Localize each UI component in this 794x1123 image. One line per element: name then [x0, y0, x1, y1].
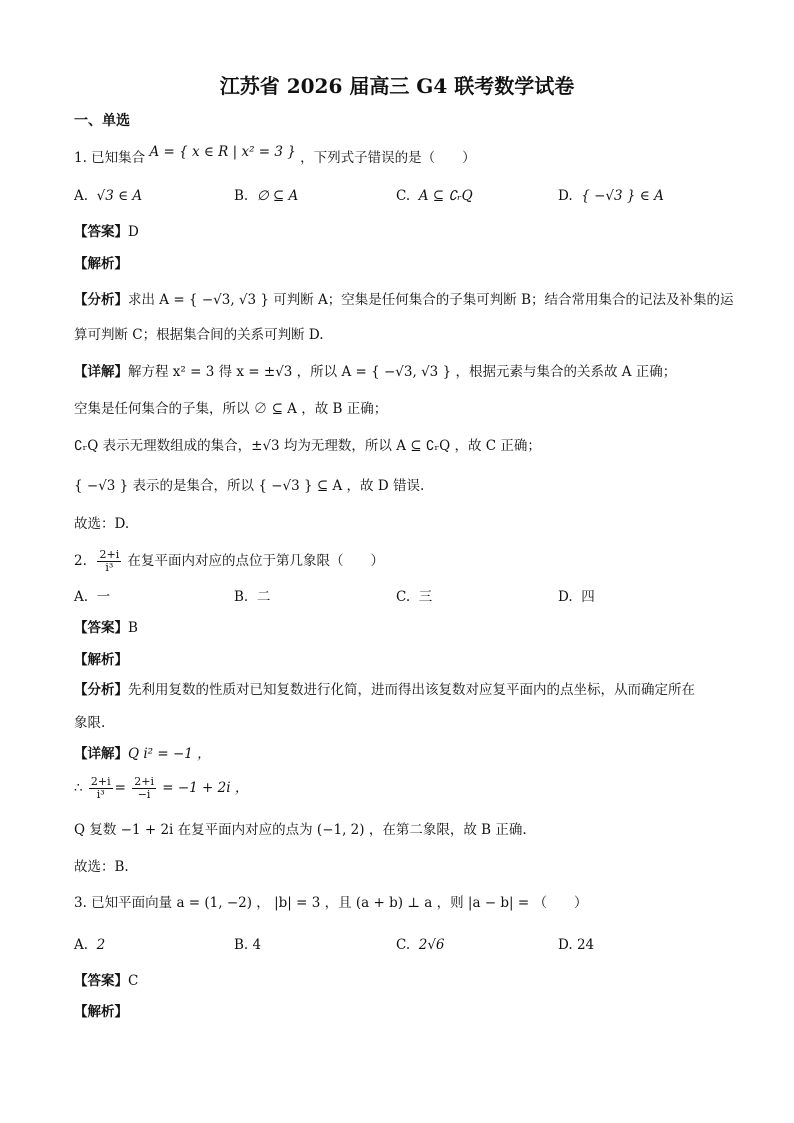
q2-choose: 故选：B. [74, 859, 129, 875]
detail-tag: 【详解】 [74, 746, 128, 762]
fenxi-tag: 【分析】 [74, 682, 128, 698]
section-heading: 一、单选 [74, 113, 130, 129]
therefore-symbol: ∴ [74, 780, 83, 796]
option-label: C. [396, 188, 411, 204]
q2-fenxi-line1 [74, 680, 695, 700]
option-label: D. [558, 937, 573, 953]
analysis-tag: 【解析】 [74, 1004, 128, 1020]
fraction-denominator: i³ [105, 561, 114, 574]
q2-option-c [396, 587, 432, 607]
analysis-tag: 【解析】 [74, 652, 128, 668]
q1-detail-line4: { −√3 } 表示的是集合，所以 { −√3 } ⊆ A ，故 D 错误. [74, 478, 425, 494]
q1-option-a [74, 186, 142, 206]
option-text: A ⊆ ∁ᵣQ [418, 188, 473, 204]
fenxi-text: 求出 A = { −√3, √3 } 可判断 A；空集是任何集合的子集可判断 B；结合常用集合的记法及补集的运 [128, 292, 734, 308]
q1-detail-line2: 空集是任何集合的子集，所以 ∅ ⊆ A ，故 B 正确； [74, 401, 388, 417]
option-text: √3 ∈ A [96, 188, 143, 204]
option-label: B. [234, 589, 249, 605]
option-label: C. [396, 589, 411, 605]
q2-stem [74, 549, 384, 574]
fraction-numerator: 2+i [90, 775, 111, 788]
fraction-denominator: i³ [96, 788, 105, 801]
option-text: 一 [96, 589, 111, 605]
answer-value: B [128, 620, 138, 636]
answer-tag: 【答案】 [74, 224, 128, 240]
q2-option-b [234, 587, 270, 607]
q1-detail-line1 [74, 362, 676, 382]
q3-stem: 3. 已知平面向量 a = (1, −2) ， |b| = 3 ，且 (a + b) ⊥ a ，则 |a − b| = （ ） [74, 895, 588, 911]
option-label: A. [74, 188, 89, 204]
fenxi-text: 先利用复数的性质对已知复数进行化简，进而得出该复数对应复平面内的点坐标，从而确定所在 [128, 682, 695, 698]
fraction-1 [89, 776, 113, 801]
q1-choose: 故选：D. [74, 516, 130, 532]
q3-option-c [396, 935, 445, 955]
q1-fenxi-line2: 算可判断 C；根据集合间的关系可判断 D. [74, 327, 324, 343]
q2-option-a [74, 587, 110, 607]
q2-analysis [74, 650, 128, 670]
q1-stem [74, 144, 476, 168]
detail-tag: 【详解】 [74, 364, 128, 380]
q2-detail-line1 [74, 744, 211, 764]
q2-number: 2. [74, 553, 87, 569]
option-text: 24 [576, 937, 595, 953]
option-text: ∅ ⊆ A [256, 188, 299, 204]
q3-option-d [558, 935, 594, 955]
fraction-denominator: −i [137, 788, 151, 801]
option-text: 2√6 [418, 937, 445, 953]
answer-tag: 【答案】 [74, 973, 128, 989]
option-label: C. [396, 937, 411, 953]
q2-fraction [97, 549, 121, 574]
q2-answer [74, 618, 138, 638]
q2-option-d [558, 587, 595, 607]
option-text: 4 [252, 937, 262, 953]
option-label: B. [234, 937, 249, 953]
q1-fenxi-line1 [74, 290, 734, 310]
q3-option-b [234, 935, 261, 955]
option-label: D. [558, 589, 573, 605]
analysis-tag: 【解析】 [74, 256, 128, 272]
q1-stem-prefix: 1. 已知集合 [74, 150, 146, 166]
q1-analysis [74, 254, 128, 274]
q1-option-c [396, 186, 473, 206]
q1-option-d [558, 186, 664, 206]
option-text: 三 [418, 589, 433, 605]
q2-stem-suffix: 在复平面内对应的点位于第几象限（ ） [127, 553, 385, 569]
q1-detail-line3: ∁ᵣQ 表示无理数组成的集合，±√3 均为无理数，所以 A ⊆ ∁ᵣQ ，故 C 正确； [74, 438, 541, 454]
option-text: { −√3 } ∈ A [581, 188, 664, 204]
page-title: 江苏省 2026 届高三 G4 联考数学试卷 [219, 74, 575, 98]
q1-answer [74, 222, 139, 242]
q2-fenxi-line2: 象限. [74, 715, 106, 731]
option-text: 四 [581, 589, 595, 605]
detail-text: Q i² = −1 ， [128, 746, 211, 762]
q3-option-a [74, 935, 105, 955]
detail-text: 解方程 x² = 3 得 x = ±√3 ，所以 A = { −√3, √3 } ，根据元素与集合的关系故 A 正确； [128, 364, 677, 380]
fraction-numerator: 2+i [99, 548, 120, 561]
fraction-numerator: 2+i [134, 775, 154, 788]
q2-detail-line3: Q 复数 −1 + 2i 在复平面内对应的点为 (−1, 2) ，在第二象限，故 B 正确. [74, 822, 527, 838]
option-label: D. [558, 188, 573, 204]
q1-set-expr: A = { x ∈ R | x² = 3 } [149, 144, 296, 160]
fraction-2 [132, 776, 156, 801]
q2-detail-line2: ∴ $\frac{2+i}{\text{i³}}$ = $\frac{2+i}{-i}$ = −1 + 2i ， [74, 775, 249, 801]
q1-option-b [234, 186, 298, 206]
fenxi-tag: 【分析】 [74, 292, 128, 308]
q1-stem-suffix: ，下列式子错误的是（ ） [300, 150, 476, 166]
option-label: A. [74, 937, 89, 953]
answer-tag: 【答案】 [74, 620, 128, 636]
option-label: A. [74, 589, 89, 605]
detail-result: = −1 + 2i ， [162, 780, 249, 796]
answer-value: D [128, 224, 139, 240]
answer-value: C [128, 973, 139, 989]
q3-answer [74, 971, 138, 991]
option-text: 2 [96, 937, 106, 953]
option-label: B. [234, 188, 249, 204]
q3-analysis [74, 1002, 128, 1022]
option-text: 二 [256, 589, 271, 605]
